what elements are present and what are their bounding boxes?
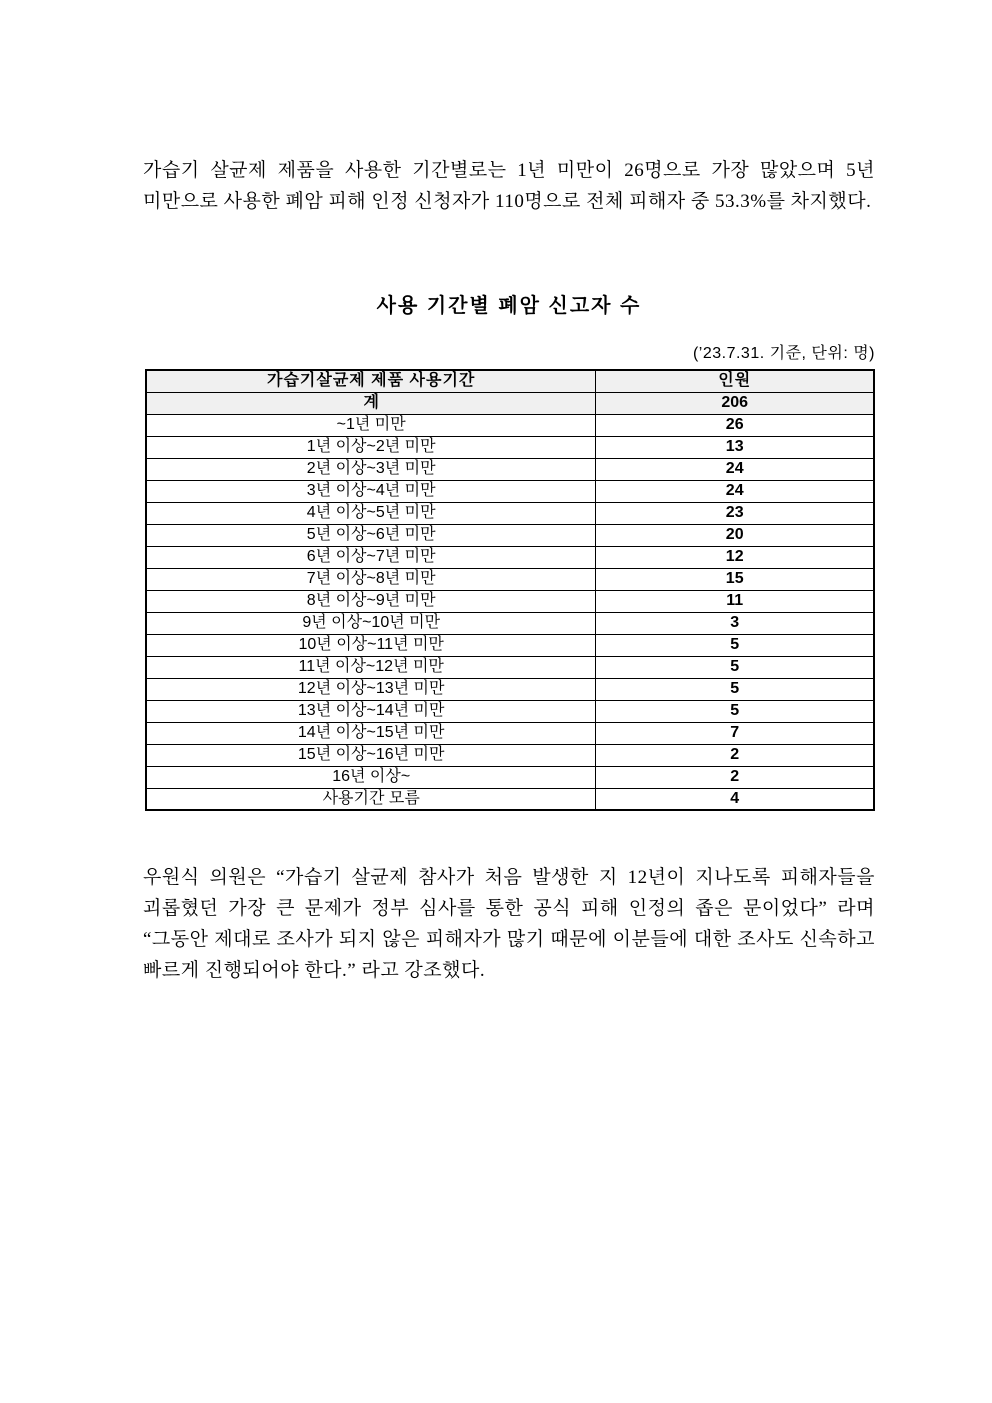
- count-cell: 26: [596, 414, 874, 436]
- period-cell: 8년 이상~9년 미만: [146, 590, 596, 612]
- table-row: [146, 766, 874, 788]
- table-total-row: [146, 392, 874, 414]
- intro-paragraph: 가습기 살균제 제품을 사용한 기간별로는 1년 미만이 26명으로 가장 많았으며 5년 미만으로 사용한 폐암 피해 인정 신청자가 110명으로 전체 피해자 중 53.3%를 차지했다.: [143, 160, 875, 212]
- table-row: [146, 700, 874, 722]
- count-cell: 5: [596, 678, 874, 700]
- count-cell: 20: [596, 524, 874, 546]
- period-cell: 5년 이상~6년 미만: [146, 524, 596, 546]
- period-cell: 2년 이상~3년 미만: [146, 458, 596, 480]
- table-row: [146, 722, 874, 744]
- table-row: [146, 656, 874, 678]
- count-cell: 2: [596, 766, 874, 788]
- period-cell: ~1년 미만: [146, 414, 596, 436]
- period-cell: 7년 이상~8년 미만: [146, 568, 596, 590]
- count-cell: 24: [596, 458, 874, 480]
- table-row: [146, 480, 874, 502]
- period-cell: 16년 이상~: [146, 766, 596, 788]
- table-note: (’23.7.31. 기준, 단위: 명): [692, 345, 875, 362]
- usage-period-table: [145, 369, 875, 811]
- table-row: [146, 546, 874, 568]
- period-cell: 3년 이상~4년 미만: [146, 480, 596, 502]
- count-cell: 5: [596, 700, 874, 722]
- table-row: [146, 414, 874, 436]
- count-cell: 5: [596, 656, 874, 678]
- table-row: [146, 590, 874, 612]
- table-row: [146, 612, 874, 634]
- period-cell: 1년 이상~2년 미만: [146, 436, 596, 458]
- count-cell: 3: [596, 612, 874, 634]
- column-header-count: 인원: [596, 370, 874, 392]
- column-header-period: 가습기살균제 제품 사용기간: [146, 370, 596, 392]
- count-cell: 5: [596, 634, 874, 656]
- total-count-cell: 206: [596, 392, 874, 414]
- table-row: [146, 524, 874, 546]
- period-cell: 13년 이상~14년 미만: [146, 700, 596, 722]
- table-row: [146, 744, 874, 766]
- period-cell: 12년 이상~13년 미만: [146, 678, 596, 700]
- table-row: [146, 458, 874, 480]
- table-row: [146, 678, 874, 700]
- count-cell: 15: [596, 568, 874, 590]
- table-row: [146, 502, 874, 524]
- closing-paragraph: 우원식 의원은 “가습기 살균제 참사가 처음 발생한 지 12년이 지나도록 피해자들을 괴롭혔던 가장 큰 문제가 정부 심사를 통한 공식 피해 인정의 좁은 문이었다” 라며 “그동안 제대로 조사가 되지 않은 피해자가 많기 때문에 이분들에 대한 조사도 신속하고 빠르게 진행되어야 한다.” 라고 강조했다.: [143, 867, 875, 981]
- count-cell: 7: [596, 722, 874, 744]
- period-cell: 9년 이상~10년 미만: [146, 612, 596, 634]
- count-cell: 24: [596, 480, 874, 502]
- count-cell: 11: [596, 590, 874, 612]
- period-cell: 14년 이상~15년 미만: [146, 722, 596, 744]
- table-body: [146, 392, 874, 810]
- count-cell: 12: [596, 546, 874, 568]
- table-row: [146, 634, 874, 656]
- period-cell: 사용기간 모름: [146, 788, 596, 810]
- table-row: [146, 788, 874, 810]
- count-cell: 2: [596, 744, 874, 766]
- table-title: 사용 기간별 폐암 신고자 수: [376, 295, 642, 317]
- table-row: [146, 436, 874, 458]
- period-cell: 15년 이상~16년 미만: [146, 744, 596, 766]
- period-cell: 6년 이상~7년 미만: [146, 546, 596, 568]
- count-cell: 4: [596, 788, 874, 810]
- period-cell: 10년 이상~11년 미만: [146, 634, 596, 656]
- period-cell: 11년 이상~12년 미만: [146, 656, 596, 678]
- total-period-cell: 계: [146, 392, 596, 414]
- period-cell: 4년 이상~5년 미만: [146, 502, 596, 524]
- table-header-row: [146, 370, 874, 392]
- count-cell: 13: [596, 436, 874, 458]
- table-row: [146, 568, 874, 590]
- count-cell: 23: [596, 502, 874, 524]
